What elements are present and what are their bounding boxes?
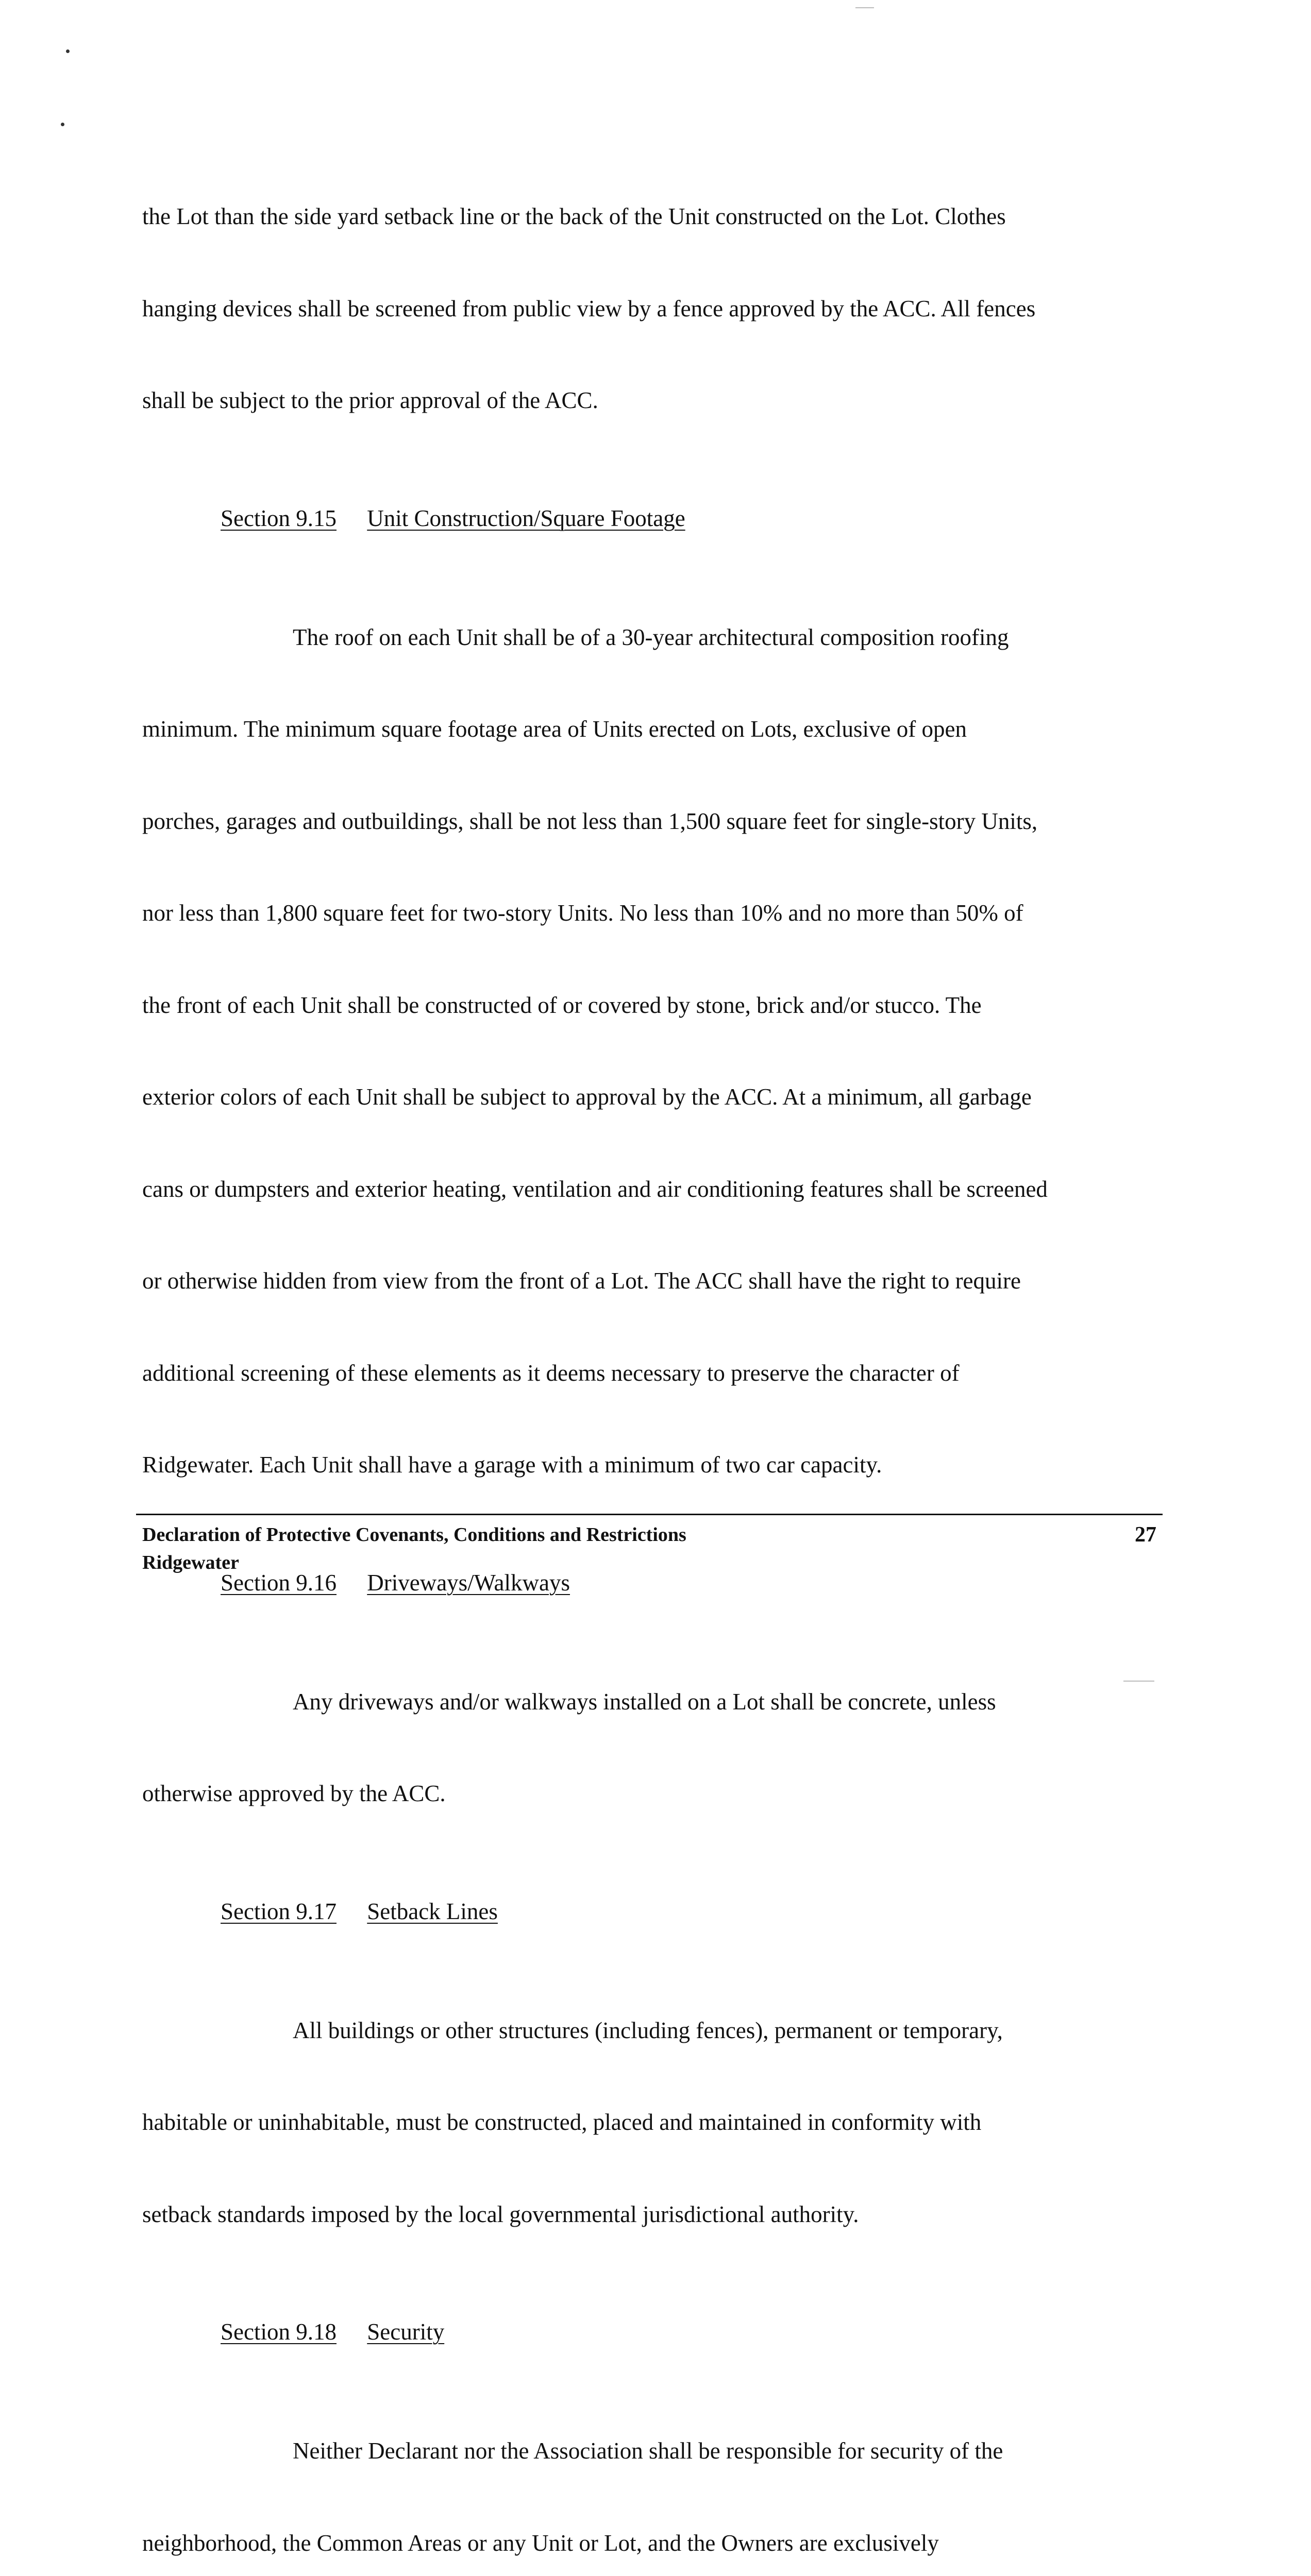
text-line: the front of each Unit shall be constructed of or covered by stone, brick and/or stucco. The (142, 992, 982, 1018)
text-line: hanging devices shall be screened from public view by a fence approved by the ACC. All fences (142, 295, 1036, 321)
footer-title-line-1: Declaration of Protective Covenants, Conditions and Restrictions (142, 1524, 686, 1546)
document-body (142, 140, 1165, 2576)
section-number: Section 9.17 (221, 1898, 337, 1924)
text-line: Ridgewater. Each Unit shall have a garage with a minimum of two car capacity. (142, 1452, 882, 1478)
opening-paragraph (142, 140, 1165, 478)
scan-artifact-top (855, 7, 874, 8)
text-line: Any driveways and/or walkways installed on a Lot shall be concrete, unless (293, 1688, 996, 1715)
section-number: Section 9.16 (221, 1569, 337, 1596)
section-heading-9-15 (221, 503, 1165, 534)
section-heading-9-17 (221, 1896, 1165, 1927)
page-number: 27 (1135, 1523, 1156, 1547)
text-line: or otherwise hidden from view from the front of a Lot. The ACC shall have the right to require (142, 1268, 1021, 1294)
text-line: neighborhood, the Common Areas or any Unit or Lot, and the Owners are exclusively (142, 2530, 939, 2556)
text-line: Neither Declarant nor the Association shall be responsible for security of the (293, 2438, 1003, 2464)
text-line: otherwise approved by the ACC. (142, 1781, 446, 1806)
scan-dot-top (66, 49, 70, 53)
section-heading-9-18 (221, 2317, 1165, 2348)
text-line: shall be subject to the prior approval of the ACC. (142, 387, 598, 413)
text-line: the Lot than the side yard setback line or the back of the Unit constructed on the Lot. Clothes (142, 204, 1006, 229)
text-line: porches, garages and outbuildings, shall be not less than 1,500 square feet for single-story Units, (142, 808, 1038, 834)
footer-divider (136, 1514, 1163, 1515)
text-line: additional screening of these elements as it deems necessary to preserve the character of (142, 1360, 960, 1386)
section-paragraph-9-16 (142, 1625, 1165, 1871)
section-title: Driveways/Walkways (367, 1569, 570, 1596)
section-number: Section 9.18 (221, 2319, 337, 2345)
section-title: Unit Construction/Square Footage (367, 505, 685, 531)
section-paragraph-9-15 (142, 561, 1165, 1542)
section-title: Security (367, 2319, 445, 2345)
section-paragraph-9-17 (142, 1954, 1165, 2292)
text-line: The roof on each Unit shall be of a 30-year architectural composition roofing (293, 624, 1009, 650)
footer-title-line-2: Ridgewater (142, 1552, 239, 1573)
text-line: All buildings or other structures (including fences), permanent or temporary, (293, 2017, 1003, 2043)
text-line: minimum. The minimum square footage area of Units erected on Lots, exclusive of open (142, 716, 967, 742)
text-line: habitable or uninhabitable, must be constructed, placed and maintained in conformity with (142, 2109, 982, 2135)
text-line: exterior colors of each Unit shall be subject to approval by the ACC. At a minimum, all garbage (142, 1084, 1032, 1110)
text-line: cans or dumpsters and exterior heating, ventilation and air conditioning features shall be screened (142, 1176, 1048, 1202)
section-number: Section 9.15 (221, 505, 337, 531)
section-title: Setback Lines (367, 1898, 498, 1924)
section-paragraph-9-18 (142, 2375, 1165, 2576)
page-footer (142, 1521, 1156, 1577)
text-line: nor less than 1,800 square feet for two-story Units. No less than 10% and no more than 50% of (142, 900, 1023, 926)
text-line: setback standards imposed by the local governmental jurisdictional authority. (142, 2201, 859, 2227)
scan-dot-second (61, 123, 64, 126)
